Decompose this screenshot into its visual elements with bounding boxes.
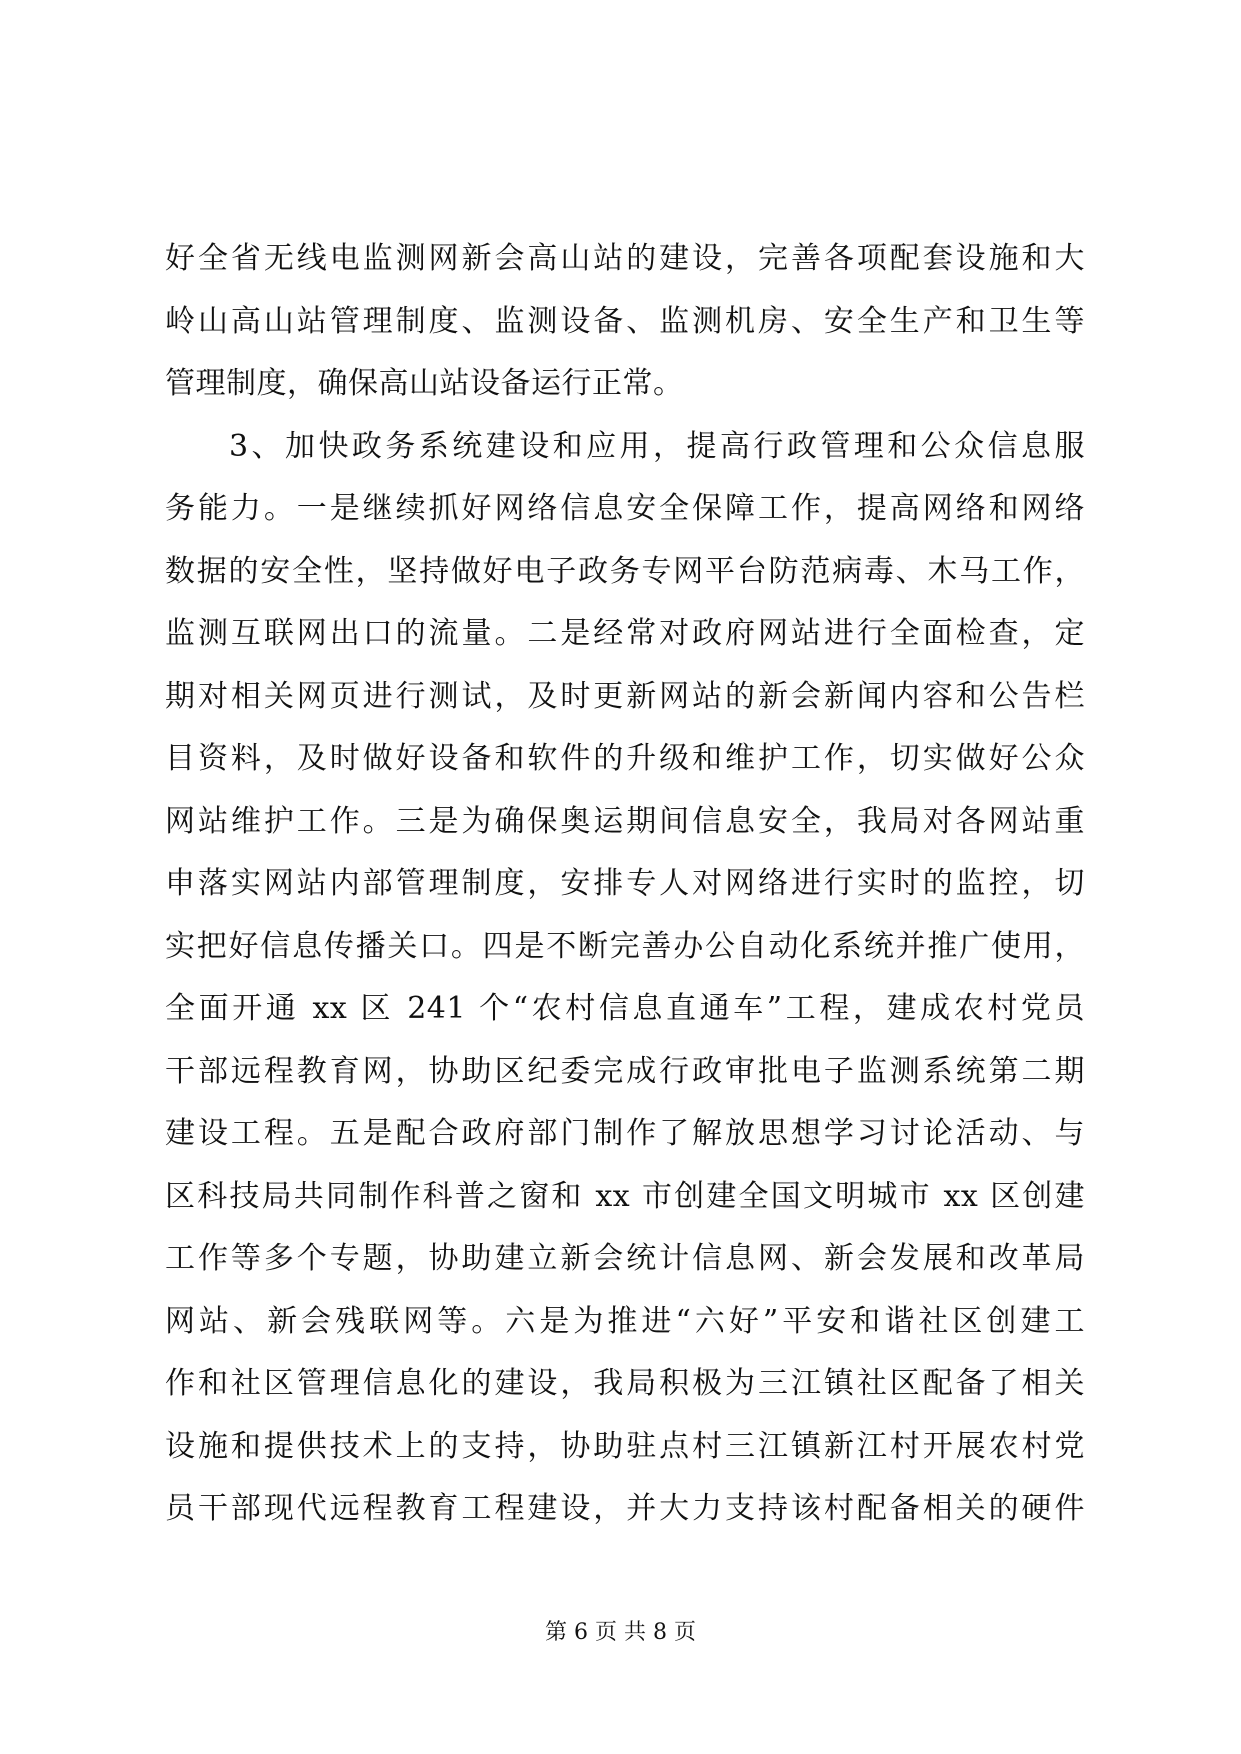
text-line: 务能力。一是继续抓好网络信息安全保障工作，提高网络和网络 xyxy=(165,491,1085,526)
text-line: 区科技局共同制作科普之窗和 xx 市创建全国文明城市 xx 区创建 xyxy=(165,1178,1085,1214)
text-line: 好全省无线电监测网新会高山站的建设，完善各项配套设施和大 xyxy=(165,241,1085,276)
text-line: 网站维护工作。三是为确保奥运期间信息安全，我局对各网站重 xyxy=(165,803,1085,839)
text-line: 管理制度，确保高山站设备运行正常。 xyxy=(165,366,684,401)
text-line: 目资料，及时做好设备和软件的升级和维护工作，切实做好公众 xyxy=(165,741,1085,776)
text-line: 员干部现代远程教育工程建设，并大力支持该村配备相关的硬件 xyxy=(165,1491,1085,1526)
text-line: 期对相关网页进行测试，及时更新网站的新会新闻内容和公告栏 xyxy=(165,678,1085,714)
text-line: 数据的安全性，坚持做好电子政务专网平台防范病毒、木马工作， xyxy=(165,553,1085,589)
text-line: 岭山高山站管理制度、监测设备、监测机房、安全生产和卫生等 xyxy=(165,303,1085,339)
text-line: 建设工程。五是配合政府部门制作了解放思想学习讨论活动、与 xyxy=(165,1116,1085,1151)
text-line: 工作等多个专题，协助建立新会统计信息网、新会发展和改革局 xyxy=(165,1241,1085,1276)
text-line: 网站、新会残联网等。六是为推进“六好”平安和谐社区创建工 xyxy=(165,1303,1085,1339)
text-line: 3、加快政务系统建设和应用，提高行政管理和公众信息服 xyxy=(229,428,1085,464)
body-text xyxy=(165,228,1085,1541)
text-line: 设施和提供技术上的支持，协助驻点村三江镇新江村开展农村党 xyxy=(165,1428,1085,1464)
text-line: 干部远程教育网，协助区纪委完成行政审批电子监测系统第二期 xyxy=(165,1053,1085,1089)
text-line: 全面开通 xx 区 241 个“农村信息直通车”工程，建成农村党员 xyxy=(165,991,1085,1026)
text-line: 监测互联网出口的流量。二是经常对政府网站进行全面检查，定 xyxy=(165,616,1085,651)
text-line: 作和社区管理信息化的建设，我局积极为三江镇社区配备了相关 xyxy=(165,1366,1085,1401)
text-line: 申落实网站内部管理制度，安排专人对网络进行实时的监控，切 xyxy=(165,866,1085,901)
text-line: 实把好信息传播关口。四是不断完善办公自动化系统并推广使用， xyxy=(165,928,1085,964)
page-number-footer: 第 6 页 共 8 页 xyxy=(545,1620,696,1645)
